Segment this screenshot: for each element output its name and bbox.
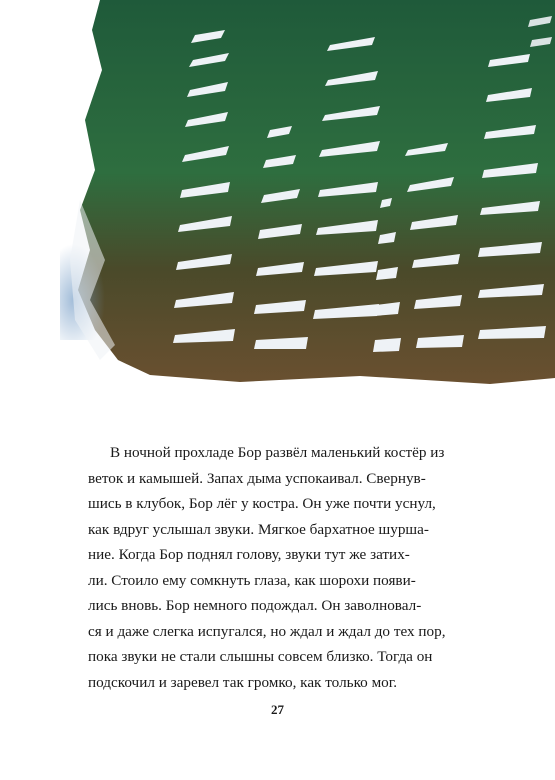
paragraph-line: подскочил и заревел так громко, как только мог. bbox=[88, 673, 398, 691]
paragraph-line: как вдруг услышал звуки. Мягкое бархатное шурша- bbox=[88, 520, 429, 538]
paragraph-line: веток и камышей. Запах дыма успокаивал. Свернув- bbox=[88, 469, 426, 487]
paragraph-line: ся и даже слегка испугался, но ждал и ждал до тех пор, bbox=[88, 622, 446, 640]
paragraph-line: В ночной прохладе Бор развёл маленький костёр из bbox=[110, 444, 445, 461]
paragraph-line: ние. Когда Бор поднял голову, звуки тут же затих- bbox=[88, 546, 410, 563]
story-paragraph bbox=[88, 440, 468, 695]
forest-trees-icon bbox=[60, 0, 555, 385]
paragraph-line: лись вновь. Бор немного подождал. Он заволновал- bbox=[88, 597, 422, 614]
forest-illustration bbox=[60, 0, 555, 385]
paragraph-line: шись в клубок, Бор лёг у костра. Он уже почти уснул, bbox=[88, 495, 436, 512]
page-number: 27 bbox=[271, 702, 284, 717]
paragraph-line: пока звуки не стали слышны совсем близко. Тогда он bbox=[88, 648, 433, 665]
paragraph-line: ли. Стоило ему сомкнуть глаза, как шорохи появи- bbox=[88, 571, 416, 589]
